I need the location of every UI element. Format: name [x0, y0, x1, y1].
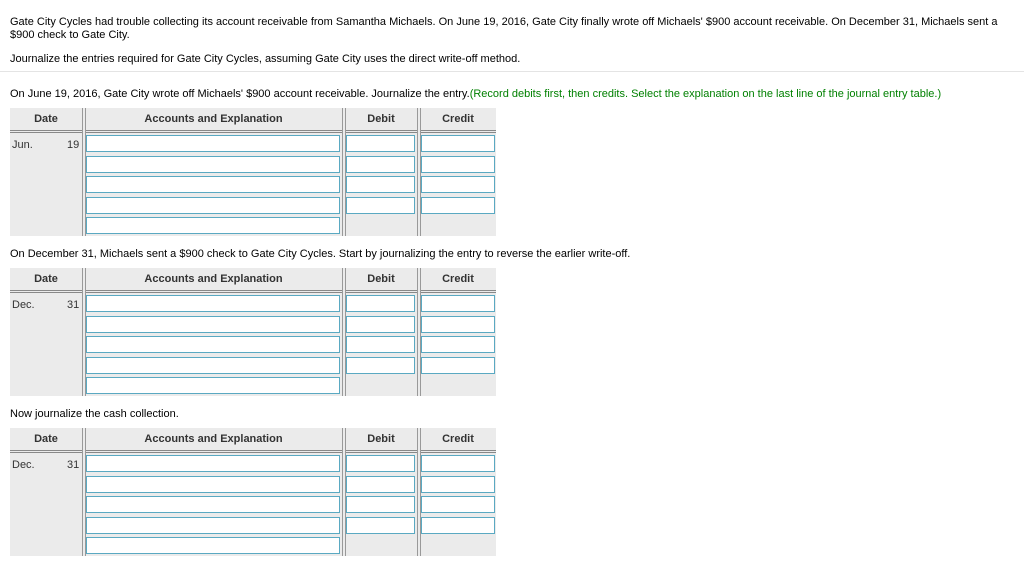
debit-input[interactable]: [346, 316, 415, 333]
header-accounts: Accounts and Explanation: [85, 108, 342, 133]
part2-prompt: On December 31, Michaels sent a $900 check to Gate City Cycles. Start by journalizing the entry to reverse the earlier write-off.: [10, 248, 631, 260]
date-month: Dec.: [12, 299, 35, 311]
date-month: Jun.: [12, 139, 33, 151]
account-input[interactable]: [86, 316, 340, 333]
header-accounts: Accounts and Explanation: [85, 268, 342, 293]
header-date: Date: [10, 428, 82, 453]
account-input[interactable]: [86, 295, 340, 312]
account-input[interactable]: [86, 176, 340, 193]
part3-prompt: Now journalize the cash collection.: [10, 408, 179, 420]
debit-input[interactable]: [346, 135, 415, 152]
header-debit: Debit: [345, 268, 417, 293]
debit-input[interactable]: [346, 336, 415, 353]
debit-input[interactable]: [346, 476, 415, 493]
instruction-text: Journalize the entries required for Gate City Cycles, assuming Gate City uses the direct write-off method.: [10, 53, 521, 65]
account-input[interactable]: [86, 496, 340, 513]
account-input[interactable]: [86, 197, 340, 214]
account-input[interactable]: [86, 336, 340, 353]
debit-input[interactable]: [346, 455, 415, 472]
date-day: 31: [67, 299, 80, 311]
account-input[interactable]: [86, 357, 340, 374]
header-credit: Credit: [420, 108, 496, 133]
account-input[interactable]: [86, 517, 340, 534]
credit-input[interactable]: [421, 135, 495, 152]
credit-input[interactable]: [421, 517, 495, 534]
credit-input[interactable]: [421, 156, 495, 173]
credit-input[interactable]: [421, 336, 495, 353]
account-input[interactable]: [86, 455, 340, 472]
account-input[interactable]: [86, 135, 340, 152]
debit-input[interactable]: [346, 156, 415, 173]
credit-input[interactable]: [421, 476, 495, 493]
header-credit: Credit: [420, 428, 496, 453]
date-day: 19: [67, 139, 80, 151]
debit-input[interactable]: [346, 295, 415, 312]
header-debit: Debit: [345, 108, 417, 133]
account-input[interactable]: [86, 476, 340, 493]
header-date: Date: [10, 268, 82, 293]
header-credit: Credit: [420, 268, 496, 293]
debit-input[interactable]: [346, 197, 415, 214]
credit-input[interactable]: [421, 176, 495, 193]
credit-input[interactable]: [421, 316, 495, 333]
journal-table: [10, 268, 496, 396]
divider: [0, 71, 1024, 72]
header-accounts: Accounts and Explanation: [85, 428, 342, 453]
journal-table: [10, 108, 496, 236]
credit-input[interactable]: [421, 496, 495, 513]
credit-input[interactable]: [421, 197, 495, 214]
debit-input[interactable]: [346, 357, 415, 374]
account-input[interactable]: [86, 377, 340, 394]
account-input[interactable]: [86, 537, 340, 554]
journal-table: [10, 428, 496, 556]
part1-prompt: On June 19, 2016, Gate City wrote off Michaels' $900 account receivable. Journalize the entry.(Record debits first, then credits. Select the explanation on the last line of the journal entry table.): [10, 88, 942, 100]
account-input[interactable]: [86, 156, 340, 173]
debit-input[interactable]: [346, 517, 415, 534]
debit-input[interactable]: [346, 496, 415, 513]
account-input[interactable]: [86, 217, 340, 234]
credit-input[interactable]: [421, 295, 495, 312]
debit-input[interactable]: [346, 176, 415, 193]
header-date: Date: [10, 108, 82, 133]
credit-input[interactable]: [421, 357, 495, 374]
header-debit: Debit: [345, 428, 417, 453]
problem-text: Gate City Cycles had trouble collecting its account receivable from Samantha Michaels. On June 19, 2016, Gate City finally wrote off Michaels' $900 account receivable. On December 31, Michaels sent a $900 check to Gate City.: [10, 16, 998, 41]
credit-input[interactable]: [421, 455, 495, 472]
part1-hint: (Record debits first, then credits. Select the explanation on the last line of the journal entry table.): [469, 88, 942, 100]
date-day: 31: [67, 459, 80, 471]
date-month: Dec.: [12, 459, 35, 471]
